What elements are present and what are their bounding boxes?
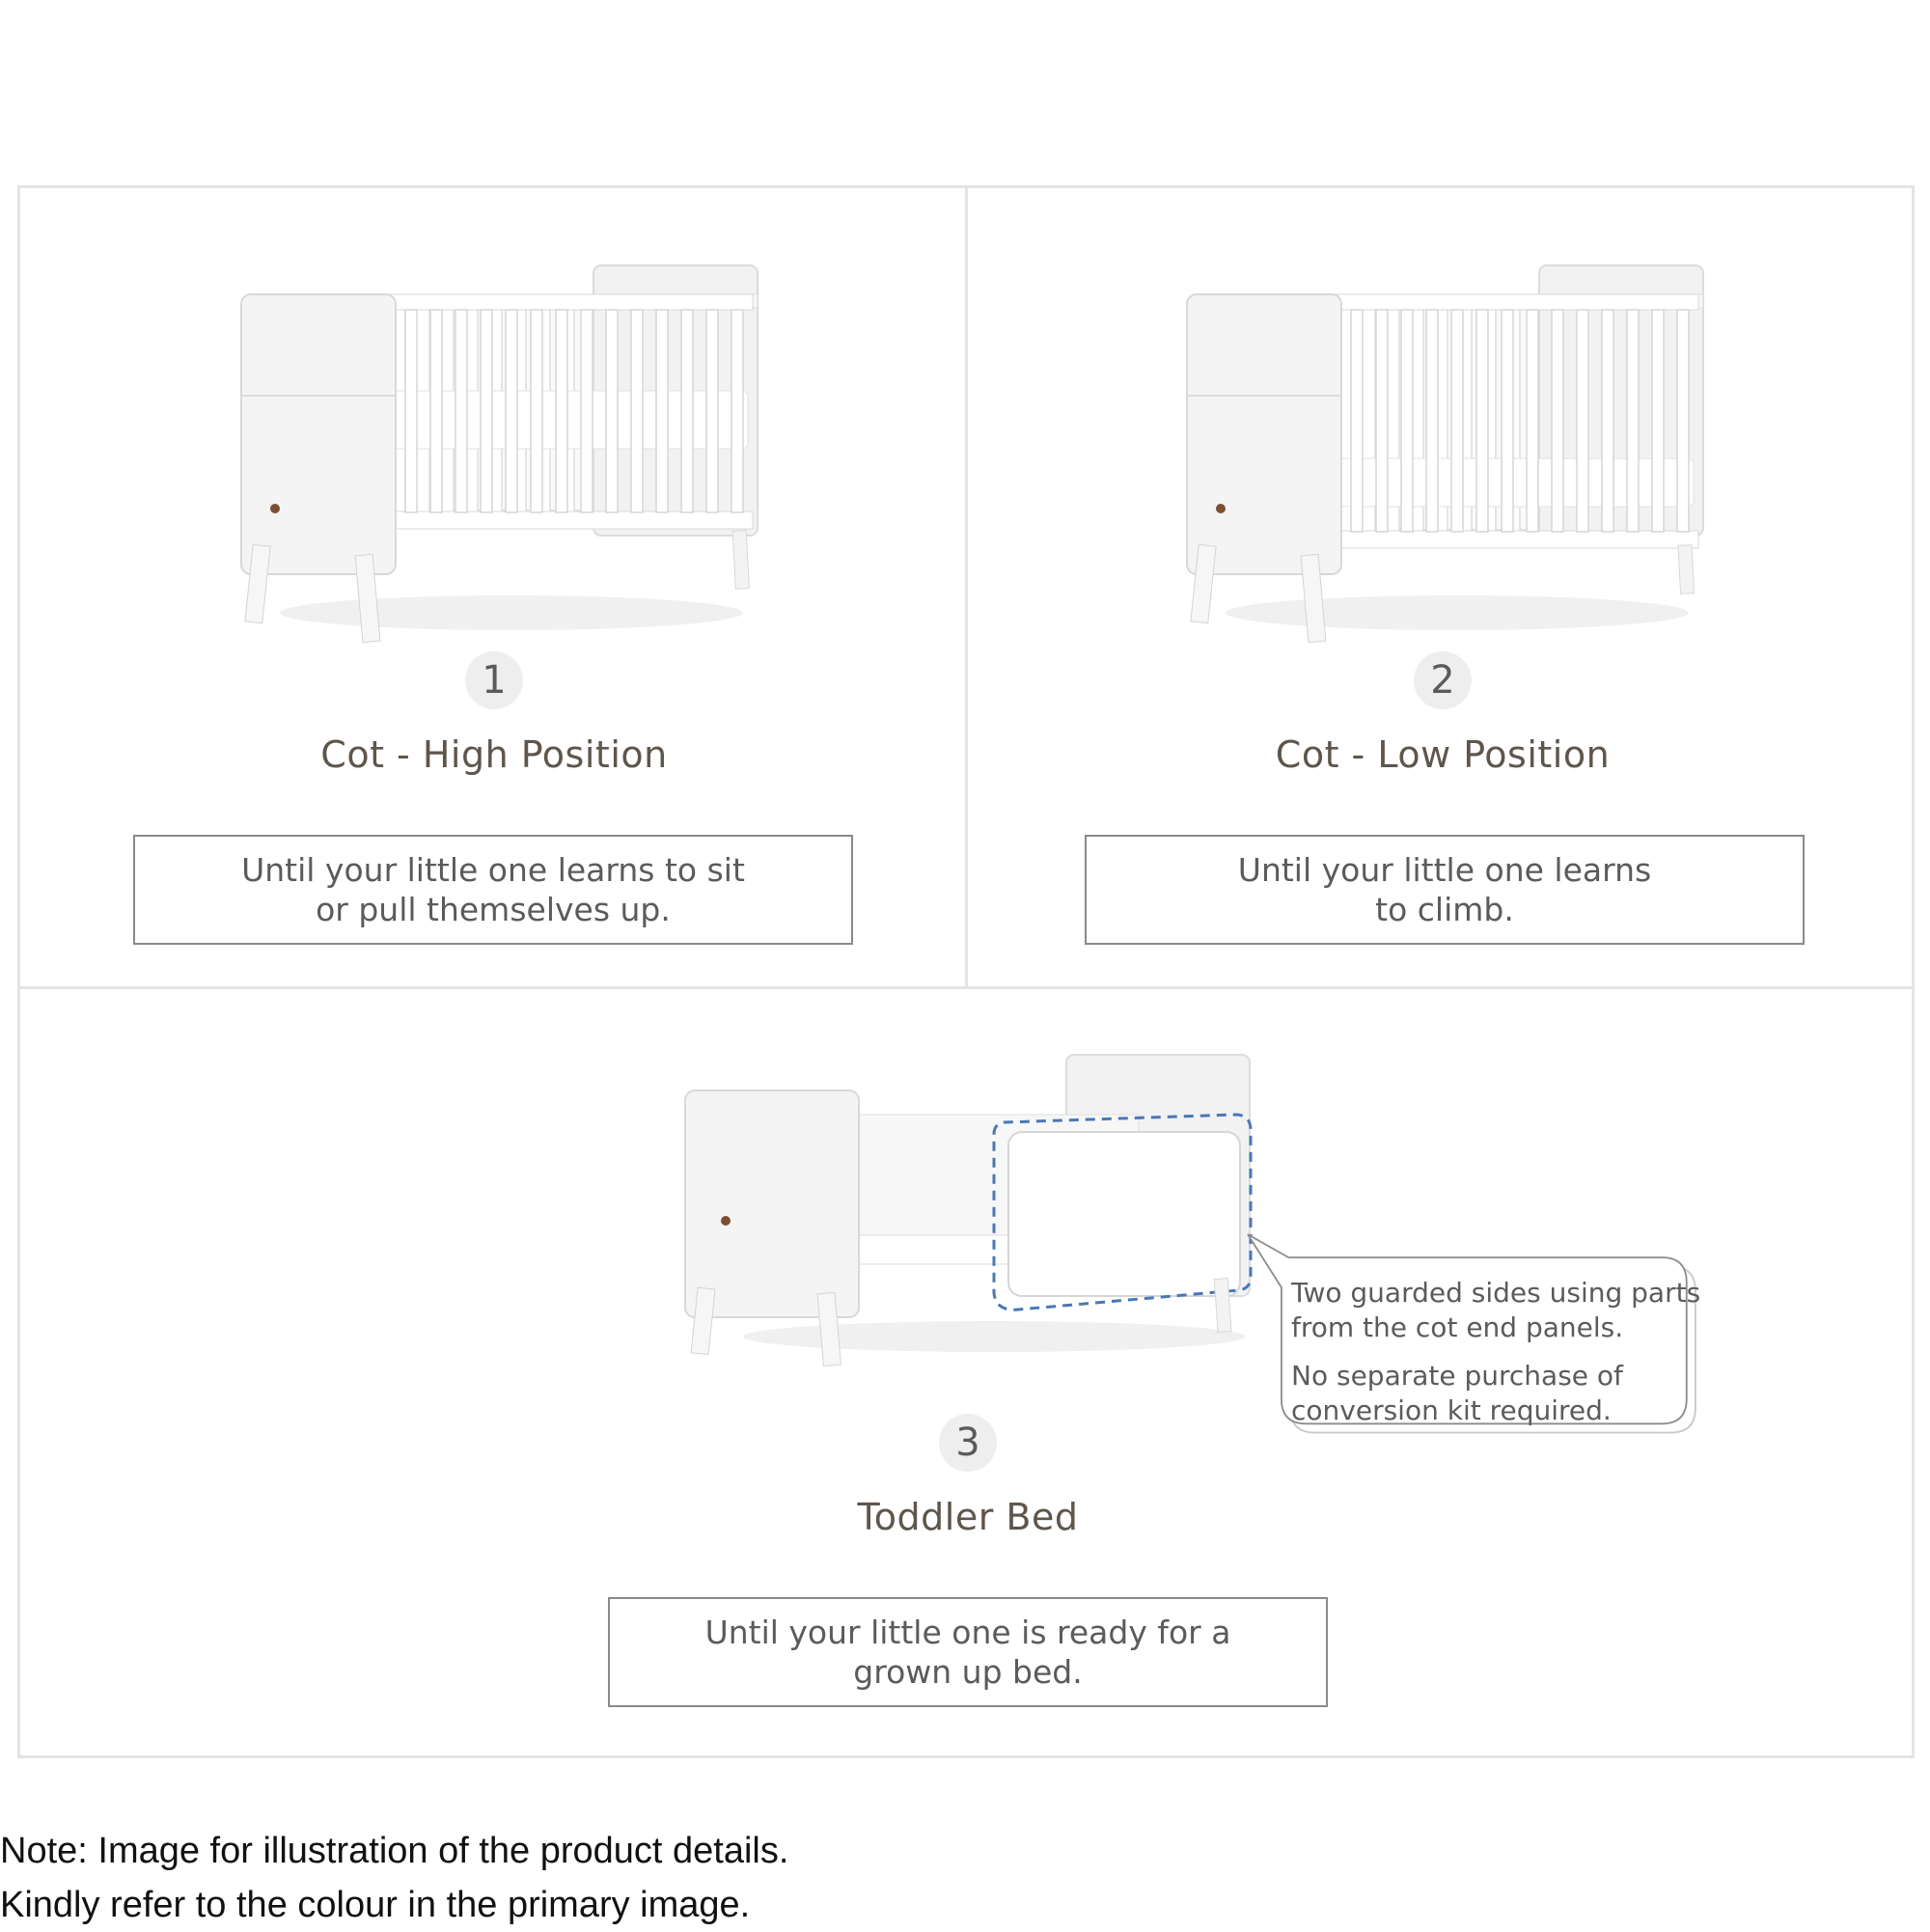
step-badge: 3 [939,1414,997,1472]
description-box [133,835,853,945]
panel-title: Toddler Bed [857,1496,1079,1538]
cot-high-illustration [232,256,772,661]
step-badge: 1 [465,651,523,709]
note-line: Kindly refer to the colour in the primary image. [0,1885,751,1925]
description-line: or pull themselves up. [316,891,671,928]
description-line: grown up bed. [853,1653,1083,1691]
cot-low-illustration [1177,256,1718,661]
callout-line: No separate purchase of conversion kit required. [1291,1360,1623,1426]
callout-text [1291,1276,1716,1442]
toddler-bed-illustration [676,1047,1274,1375]
vertical-divider [965,185,968,989]
note-line: Note: Image for illustration of the product details. [0,1831,789,1871]
description-line: Until your little one is ready for a [704,1614,1231,1651]
description-line: Until your little one learns to sit [241,851,745,889]
panel-title: Cot - Low Position [1275,733,1611,776]
description-box [1085,835,1805,945]
disclaimer-note [0,1824,1911,1932]
callout-line: Two guarded sides using parts from the cot end panels. [1291,1277,1701,1343]
description-line: Until your little one learns [1237,851,1652,889]
description-line: to climb. [1375,891,1514,928]
panel-title: Cot - High Position [320,733,668,776]
step-badge: 2 [1414,651,1472,709]
horizontal-divider [17,986,1915,989]
description-box [608,1597,1328,1707]
